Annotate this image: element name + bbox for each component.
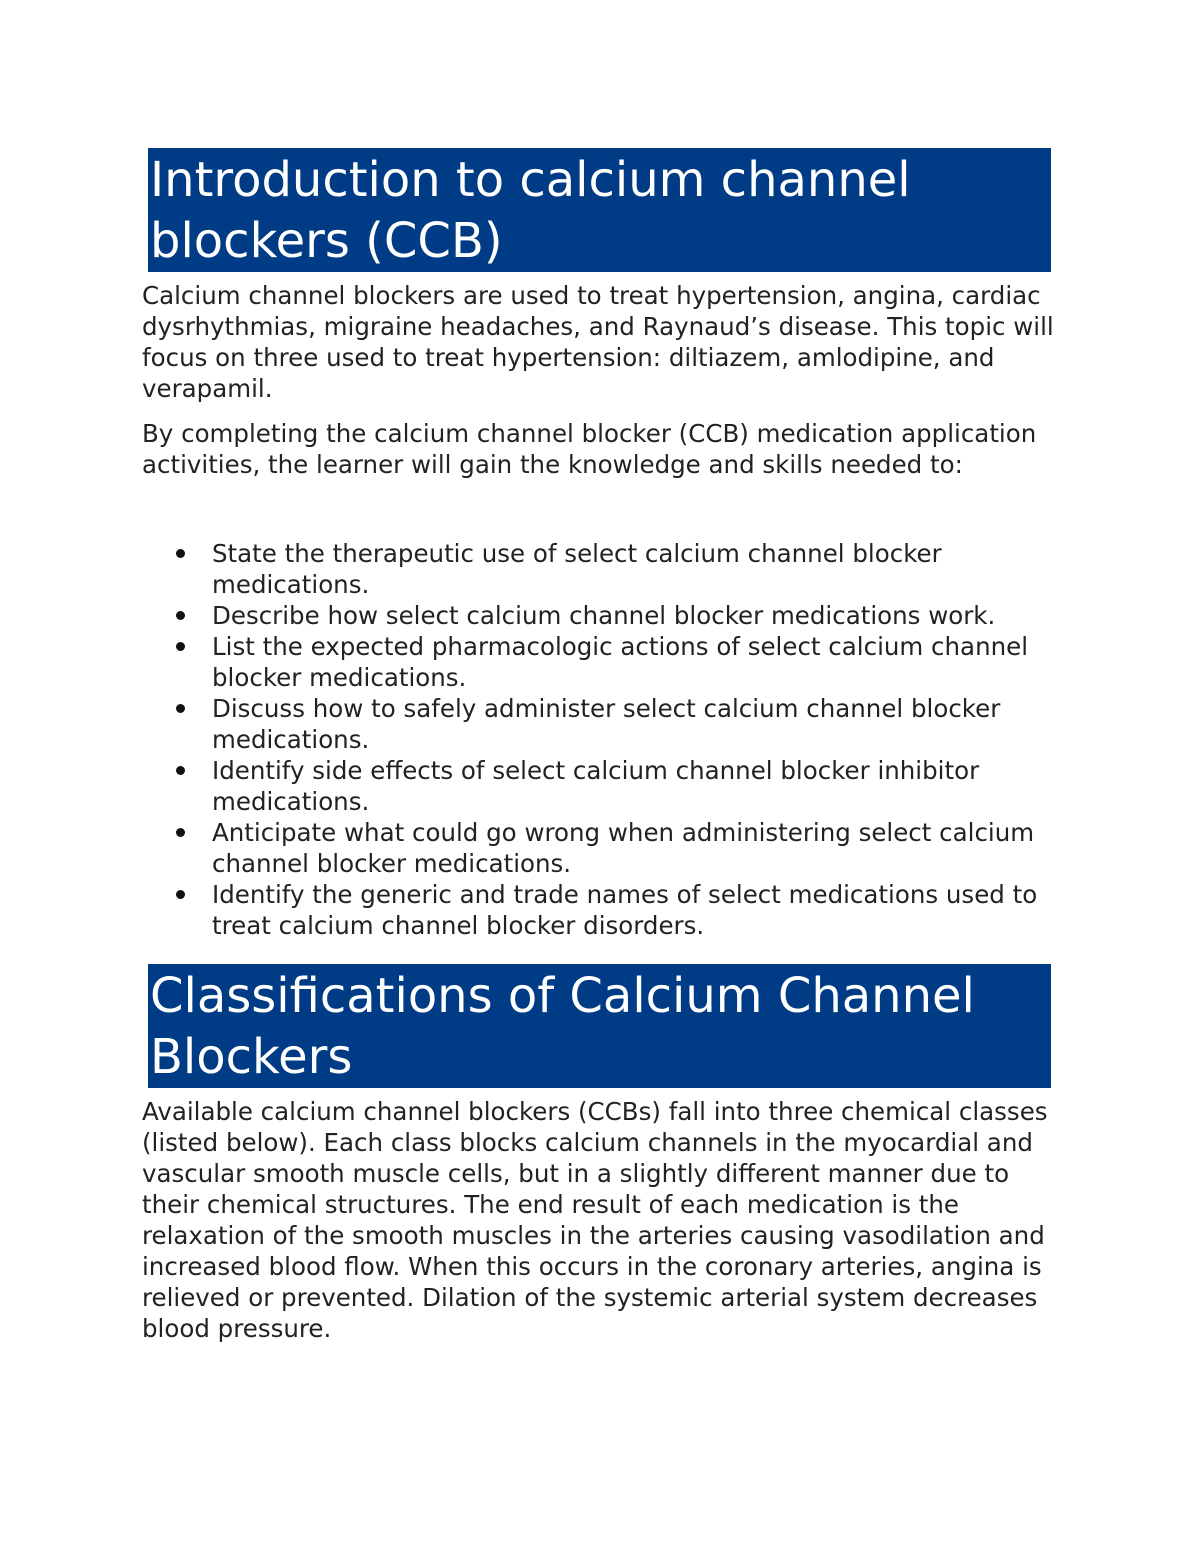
list-item-text: State the therapeutic use of select calcium channel blocker medications.: [212, 539, 942, 599]
heading-text: Introduction to calcium channel blockers (CCB): [150, 152, 911, 269]
list-item: [142, 538, 1082, 600]
list-item-text: Discuss how to safely administer select calcium channel blocker medications.: [212, 694, 1001, 754]
list-item: [142, 755, 1082, 817]
section-heading-classifications: [148, 964, 1051, 1088]
bullet-icon: [176, 704, 185, 713]
list-item: [142, 879, 1082, 941]
list-item: [142, 631, 1082, 693]
objectives-intro-paragraph: By completing the calcium channel blocker (CCB) medication application activities, the learner will gain the knowledge and skills needed to:: [142, 419, 1037, 479]
bullet-icon: [176, 828, 185, 837]
bullet-icon: [176, 890, 185, 899]
list-item: [142, 600, 1082, 631]
bullet-icon: [176, 611, 185, 620]
list-item-text: Describe how select calcium channel blocker medications work.: [212, 601, 996, 630]
list-item: [142, 817, 1082, 879]
bullet-icon: [176, 766, 185, 775]
list-item-text: Anticipate what could go wrong when administering select calcium channel blocker medications.: [212, 818, 1035, 878]
bullet-icon: [176, 642, 185, 651]
list-item-text: Identify side effects of select calcium channel blocker inhibitor medications.: [212, 756, 980, 816]
list-item-text: List the expected pharmacologic actions of select calcium channel blocker medications.: [212, 632, 1029, 692]
classifications-paragraph: Available calcium channel blockers (CCBs) fall into three chemical classes (listed below). Each class blocks calcium channels in the myocardial and vascular smooth muscle cells, but in a slightly different manner due to their chemical structures. The end result of each medication is the relaxation of the smooth muscles in the arteries causing vasodilation and increased blood flow. When this occurs in the coronary arteries, angina is relieved or prevented. Dilation of the systemic arterial system decreases blood pressure.: [142, 1097, 1048, 1343]
bullet-icon: [176, 549, 185, 558]
list-item: [142, 693, 1082, 755]
section-heading-introduction: [148, 148, 1051, 272]
objectives-list: [142, 538, 1082, 941]
list-item-text: Identify the generic and trade names of select medications used to treat calcium channel blocker disorders.: [212, 880, 1038, 940]
intro-paragraph: Calcium channel blockers are used to treat hypertension, angina, cardiac dysrhythmias, migraine headaches, and Raynaud’s disease. This topic will focus on three used to treat hypertension: diltiazem, amlodipine, and verapamil.: [142, 281, 1054, 403]
heading-text: Classifications of Calcium Channel Blockers: [150, 968, 975, 1085]
